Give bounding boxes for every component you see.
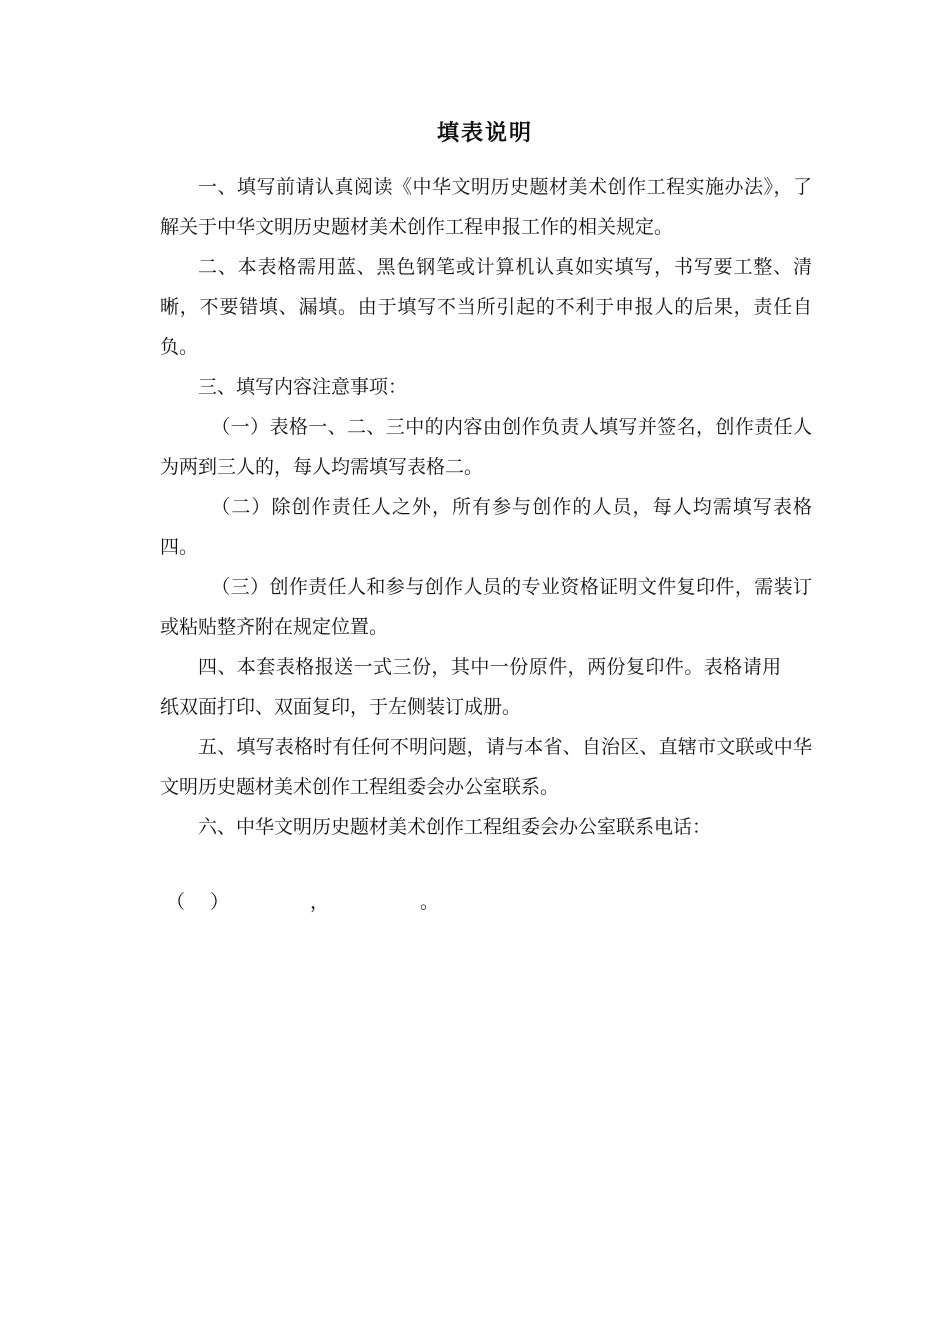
paragraph-1: 一、填写前请认真阅读《中华文明历史题材美术创作工程实施办法》，了解关于中华文明历史题材美术创作工程申报工作的相关规定。 <box>160 176 812 238</box>
page-title: 填表说明 <box>436 120 533 146</box>
paragraph-4-part-2: 纸双面打印、双面复印，于左侧装订成册。 <box>160 696 522 718</box>
paragraph-3-item-2: （二）除创作责任人之外，所有参与创作的人员，每人均需填写表格四。 <box>160 496 812 558</box>
paragraph-5: 五、填写表格时有任何不明问题，请与本省、自治区、直辖市文联或中华文明历史题材美术创作工程组委会办公室联系。 <box>160 736 812 798</box>
paragraph-3: 三、填写内容注意事项： <box>198 376 408 398</box>
instructions-body <box>160 167 812 847</box>
paragraph-3-item-1: （一）表格一、二、三中的内容由创作负责人填写并签名，创作责任人为两到三人的，每人均需填写表格二。 <box>160 416 812 478</box>
paragraph-3-item-3: （三）创作责任人和参与创作人员的专业资格证明文件复印件，需装订或粘贴整齐附在规定位置。 <box>160 576 812 638</box>
paragraph-4-part-1: 四、本套表格报送一式三份，其中一份原件，两份复印件。表格请用 <box>198 656 782 678</box>
phone-period: 。 <box>420 891 440 913</box>
phone-close-paren: ） <box>210 891 230 913</box>
paragraph-4 <box>160 647 812 727</box>
paragraph-6: 六、中华文明历史题材美术创作工程组委会办公室联系电话： <box>198 816 712 838</box>
phone-comma: ， <box>310 891 330 913</box>
phone-number-line <box>166 882 439 922</box>
phone-open-paren: （ <box>166 891 186 913</box>
paragraph-2: 二、本表格需用蓝、黑色钢笔或计算机认真如实填写，书写要工整、清晰，不要错填、漏填。由于填写不当所引起的不利于申报人的后果，责任自负。 <box>160 256 812 358</box>
